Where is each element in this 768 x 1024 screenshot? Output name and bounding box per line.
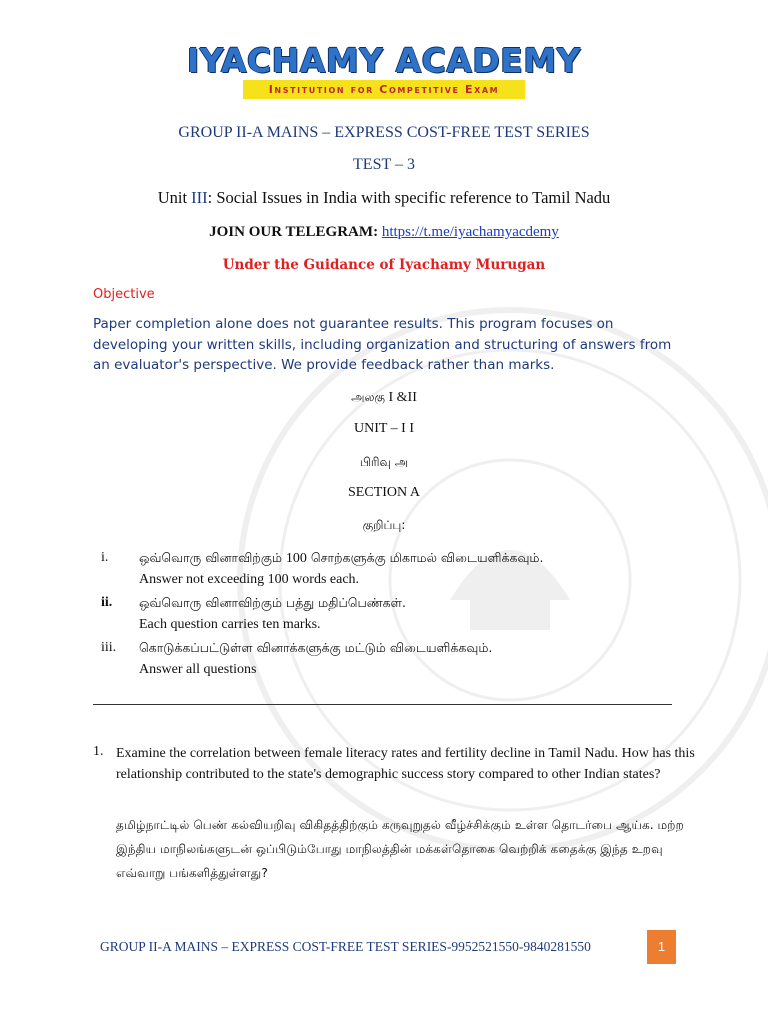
- question-number: 1.: [93, 744, 104, 759]
- instruction-ta: ஒவ்வொரு வினாவிற்கும் பத்து மதிப்பெண்கள்.: [139, 595, 406, 610]
- unit-roman: III: [191, 188, 208, 207]
- list-number: ii.: [101, 595, 113, 610]
- unit-title: [0, 188, 768, 208]
- list-number: i.: [101, 550, 109, 565]
- instruction-ta: [139, 550, 543, 567]
- unit-ta-number: I &II: [385, 390, 417, 405]
- instruction-en: Answer all questions: [139, 662, 257, 677]
- telegram-line: [0, 224, 768, 241]
- logo-title: IYACHAMY ACADEMY: [186, 41, 582, 80]
- instruction-ta-part: சொற்களுக்கு மிகாமல் விடையளிக்கவும்.: [306, 550, 544, 565]
- page-number-badge: 1: [647, 930, 676, 964]
- telegram-link[interactable]: https://t.me/iyachamyacdemy: [381, 224, 559, 240]
- unit-ta-line: [0, 390, 768, 406]
- question-text-en: Examine the correlation between female literacy rates and fertility decline in Tamil Nadu. How has this relationship contributed to the state's demographic success story compared to other Indian states?: [116, 746, 695, 782]
- instruction-ta-number: 100: [285, 551, 307, 566]
- question-text-ta: தமிழ்நாட்டில் பெண் கல்வியறிவு விகிதத்திற்கும் கருவுறுதல் வீழ்ச்சிக்கும் உள்ள தொடர்பை ஆய்க. மற்ற இந்திய மாநிலங்களுடன் ஒப்பிடும்போது மாநிலத்தின் மக்கள்தொகை வெற்றிக் கதைக்கு இந்த உறவு எவ்வாறு பங்களித்துள்ளது?: [116, 818, 684, 880]
- section-en: SECTION A: [348, 485, 420, 500]
- logo-subtitle: Institution for Competitive Exam: [243, 80, 525, 99]
- test-number: TEST – 3: [353, 156, 415, 173]
- guidance-line: Under the Guidance of Iyachamy Murugan: [222, 257, 546, 273]
- academy-logo: [0, 41, 768, 99]
- instruction-ta: கொடுக்கப்பட்டுள்ள வினாக்களுக்கு மட்டும் விடையளிக்கவும்.: [139, 640, 493, 655]
- unit-en: UNIT – I I: [353, 421, 414, 436]
- list-item: [93, 548, 693, 593]
- unit-prefix: Unit: [157, 188, 192, 207]
- instruction-ta-part: ஒவ்வொரு வினாவிற்கும்: [139, 550, 286, 565]
- unit-description: : Social Issues in India with specific reference to Tamil Nadu: [207, 188, 611, 207]
- test-series-title: GROUP II-A MAINS – EXPRESS COST-FREE TEST SERIES: [178, 124, 590, 141]
- objective-text: Paper completion alone does not guarantee results. This program focuses on developing your written skills, including organization and structuring of answers from an evaluator's perspective. We provide feedback rather than marks.: [93, 316, 672, 373]
- telegram-colon: :: [373, 224, 382, 240]
- list-number: iii.: [101, 640, 117, 655]
- unit-ta: அலகு: [351, 390, 385, 404]
- telegram-label: JOIN OUR TELEGRAM: [209, 224, 374, 240]
- list-item: [93, 593, 693, 638]
- footer-text: GROUP II-A MAINS – EXPRESS COST-FREE TEST SERIES-9952521550-9840281550: [100, 939, 591, 954]
- instruction-list: [93, 548, 693, 683]
- list-item: [93, 638, 693, 683]
- section-ta: பிரிவு அ: [359, 455, 409, 469]
- instruction-en: Answer not exceeding 100 words each.: [139, 572, 360, 587]
- section-divider: [93, 704, 672, 705]
- objective-label: Objective: [93, 287, 155, 302]
- note-ta: குறிப்பு:: [362, 518, 406, 532]
- instruction-en: Each question carries ten marks.: [139, 617, 321, 632]
